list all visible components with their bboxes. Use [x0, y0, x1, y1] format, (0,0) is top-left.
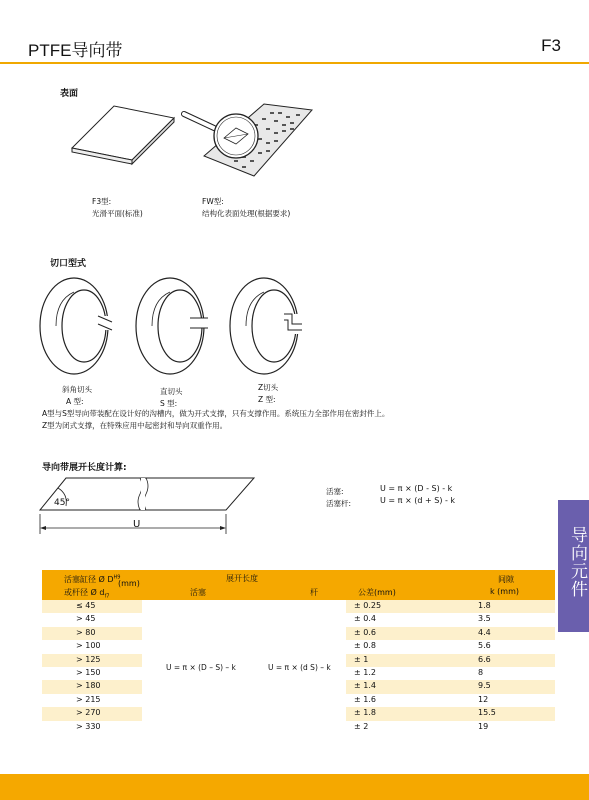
- th-piston: 活塞: [190, 588, 206, 597]
- page-title: PTFE导向带: [28, 41, 123, 60]
- u-label: U: [133, 519, 141, 530]
- cut-heading: 切口型式: [50, 259, 87, 269]
- fw-strip-illustration: [178, 98, 318, 186]
- cut-z-name: Z切头: [258, 383, 279, 392]
- cell-diameter: > 330: [76, 721, 101, 731]
- th-rod: [64, 587, 109, 600]
- table-row: [42, 694, 555, 707]
- th-bore: [64, 574, 121, 585]
- cell-diameter: > 45: [76, 614, 96, 624]
- table-row: [42, 640, 555, 653]
- th-tolerance: 公差(mm): [358, 588, 396, 597]
- cell-k: 6.6: [478, 654, 491, 664]
- fw-type-label: FW型:: [202, 197, 224, 206]
- cell-tolerance: ± 1.6: [354, 694, 376, 704]
- table-row: [42, 600, 555, 613]
- side-section-tab: [558, 500, 589, 632]
- page-code: F3: [541, 36, 561, 55]
- cell-k: 19: [478, 721, 489, 731]
- cell-tolerance: ± 0.6: [354, 627, 376, 637]
- cut-note-1: A型与S型导向带装配在设计好的沟槽内，做为开式支撑，只有支撑作用。系统压力全部作用在密封件上。: [42, 409, 390, 418]
- th-rod-sub: f7: [104, 593, 110, 600]
- piston-formula: U = π × (D - S) - k: [380, 484, 453, 493]
- cell-k: 8: [478, 668, 484, 677]
- cell-tolerance: ± 1.2: [354, 668, 376, 677]
- surface-heading: 表面: [60, 89, 79, 99]
- th-k: k (mm): [490, 587, 520, 596]
- fw-caption: [202, 196, 290, 220]
- cut-z-type: Z 型:: [258, 395, 276, 404]
- f3-type-desc: 光滑平面(标准): [92, 209, 143, 218]
- side-section-tab-label: 导向元件: [567, 526, 587, 598]
- cell-diameter: > 150: [76, 668, 101, 677]
- table-header: [42, 570, 555, 600]
- cell-tolerance: ± 0.8: [354, 641, 376, 651]
- rod-formula-label: 活塞杆:: [326, 499, 352, 508]
- th-mm: (mm): [118, 579, 140, 588]
- cell-k: 15.5: [478, 708, 496, 718]
- th-length: 展开长度: [226, 574, 258, 583]
- cut-a-type: A 型:: [66, 397, 84, 406]
- cut-s-caption: [160, 386, 183, 410]
- cell-tolerance: ± 1: [354, 654, 369, 664]
- cell-k: 9.5: [478, 681, 491, 691]
- f3-caption: [92, 196, 143, 220]
- table-row: [42, 707, 555, 720]
- table-formula-rod: U = π × (d S) – k: [268, 663, 331, 672]
- footer-bar: [0, 774, 589, 800]
- header-divider: [0, 62, 589, 64]
- table-row: [42, 721, 555, 734]
- cell-diameter: ≤ 45: [76, 601, 96, 610]
- table-row: [42, 680, 555, 693]
- cell-tolerance: ± 2: [354, 721, 369, 731]
- th-rod-col: 杆: [310, 588, 318, 597]
- length-diagram: [36, 472, 266, 542]
- cut-s-name: 直切头: [160, 387, 183, 396]
- cell-tolerance: ± 1.4: [354, 681, 376, 691]
- cut-type-z-illustration: [228, 272, 308, 378]
- cut-note-2: Z型为闭式支撑，在特殊应用中起密封和导向双重作用。: [42, 421, 228, 430]
- cell-diameter: > 180: [76, 681, 101, 691]
- cell-tolerance: ± 1.8: [354, 708, 376, 718]
- cell-k: 3.5: [478, 614, 491, 624]
- cell-k: 1.8: [478, 601, 491, 610]
- cell-diameter: > 125: [76, 654, 101, 664]
- cell-tolerance: ± 0.4: [354, 614, 376, 624]
- cell-diameter: > 215: [76, 694, 101, 704]
- table-row: [42, 613, 555, 626]
- cell-k: 12: [478, 694, 489, 704]
- cut-type-a-illustration: [38, 272, 118, 378]
- cut-a-name: 斜角切头: [62, 385, 92, 394]
- table-formula-piston: U = π × (D – S) – k: [166, 663, 236, 672]
- f3-type-label: F3型:: [92, 197, 112, 206]
- cell-tolerance: ± 0.25: [354, 601, 382, 610]
- th-bore-sup: H9: [113, 574, 121, 581]
- angle-label: 45°: [54, 498, 70, 508]
- th-bore-text: 活塞缸径 Ø D: [64, 575, 114, 584]
- cut-a-caption: [62, 384, 92, 408]
- th-rod-text: 或杆径 Ø d: [64, 588, 105, 597]
- cell-diameter: > 80: [76, 627, 96, 637]
- f3-strip-illustration: [68, 100, 178, 170]
- cell-diameter: > 270: [76, 708, 101, 718]
- cut-s-type: S 型:: [160, 399, 178, 408]
- cut-type-s-illustration: [134, 272, 214, 378]
- cell-diameter: > 100: [76, 641, 101, 651]
- piston-formula-label: 活塞:: [326, 487, 344, 496]
- rod-formula: U = π × (d + S) - k: [380, 496, 456, 505]
- cell-k: 4.4: [478, 627, 491, 637]
- fw-type-desc: 结构化表面处理(根据要求): [202, 209, 291, 218]
- length-heading: 导向带展开长度计算:: [42, 463, 127, 473]
- cell-k: 5.6: [478, 641, 491, 651]
- th-gap: 间隙: [498, 575, 514, 584]
- table-row: [42, 627, 555, 640]
- cut-z-caption: [258, 382, 278, 406]
